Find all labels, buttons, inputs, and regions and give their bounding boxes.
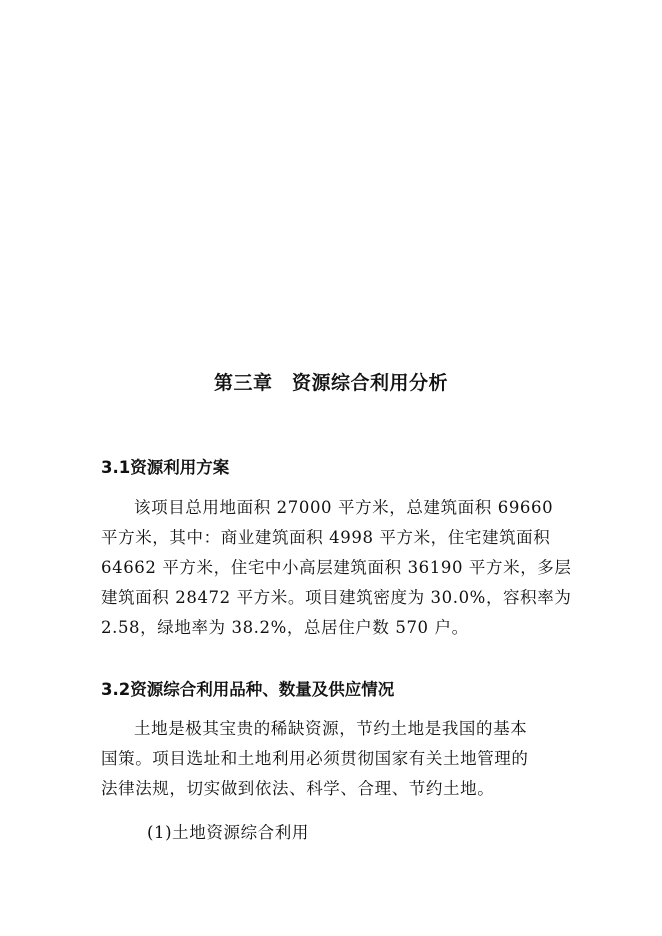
paragraph-line: 2.58，绿地率为 38.2%，总居住户数 570 户。 — [101, 618, 469, 637]
paragraph-line: 建筑面积 28472 平方米。项目建筑密度为 30.0%，容积率为 — [101, 588, 572, 607]
section-heading-3-2: 3.2资源综合利用品种、数量及供应情况 — [101, 680, 395, 699]
chapter-title: 第三章 资源综合利用分析 — [213, 372, 448, 394]
paragraph-line: 该项目总用地面积 27000 平方米，总建筑面积 69660 — [134, 498, 554, 517]
sub-item-land-utilization: (1)土地资源综合利用 — [147, 823, 309, 842]
paragraph-resource-plan — [101, 493, 572, 643]
section-heading-3-1: 3.1资源利用方案 — [101, 458, 230, 477]
paragraph-line: 土地是极其宝贵的稀缺资源，节约土地是我国的基本 — [134, 719, 528, 738]
paragraph-line: 国策。项目选址和土地利用必须贯彻国家有关土地管理的 — [101, 749, 529, 768]
paragraph-line: 平方米，其中：商业建筑面积 4998 平方米，住宅建筑面积 — [101, 528, 551, 547]
paragraph-line: 法律法规，切实做到依法、科学、合理、节约土地。 — [101, 779, 495, 798]
paragraph-land-resources — [101, 714, 561, 804]
paragraph-line: 64662 平方米，住宅中小高层建筑面积 36190 平方米，多层 — [101, 558, 572, 577]
